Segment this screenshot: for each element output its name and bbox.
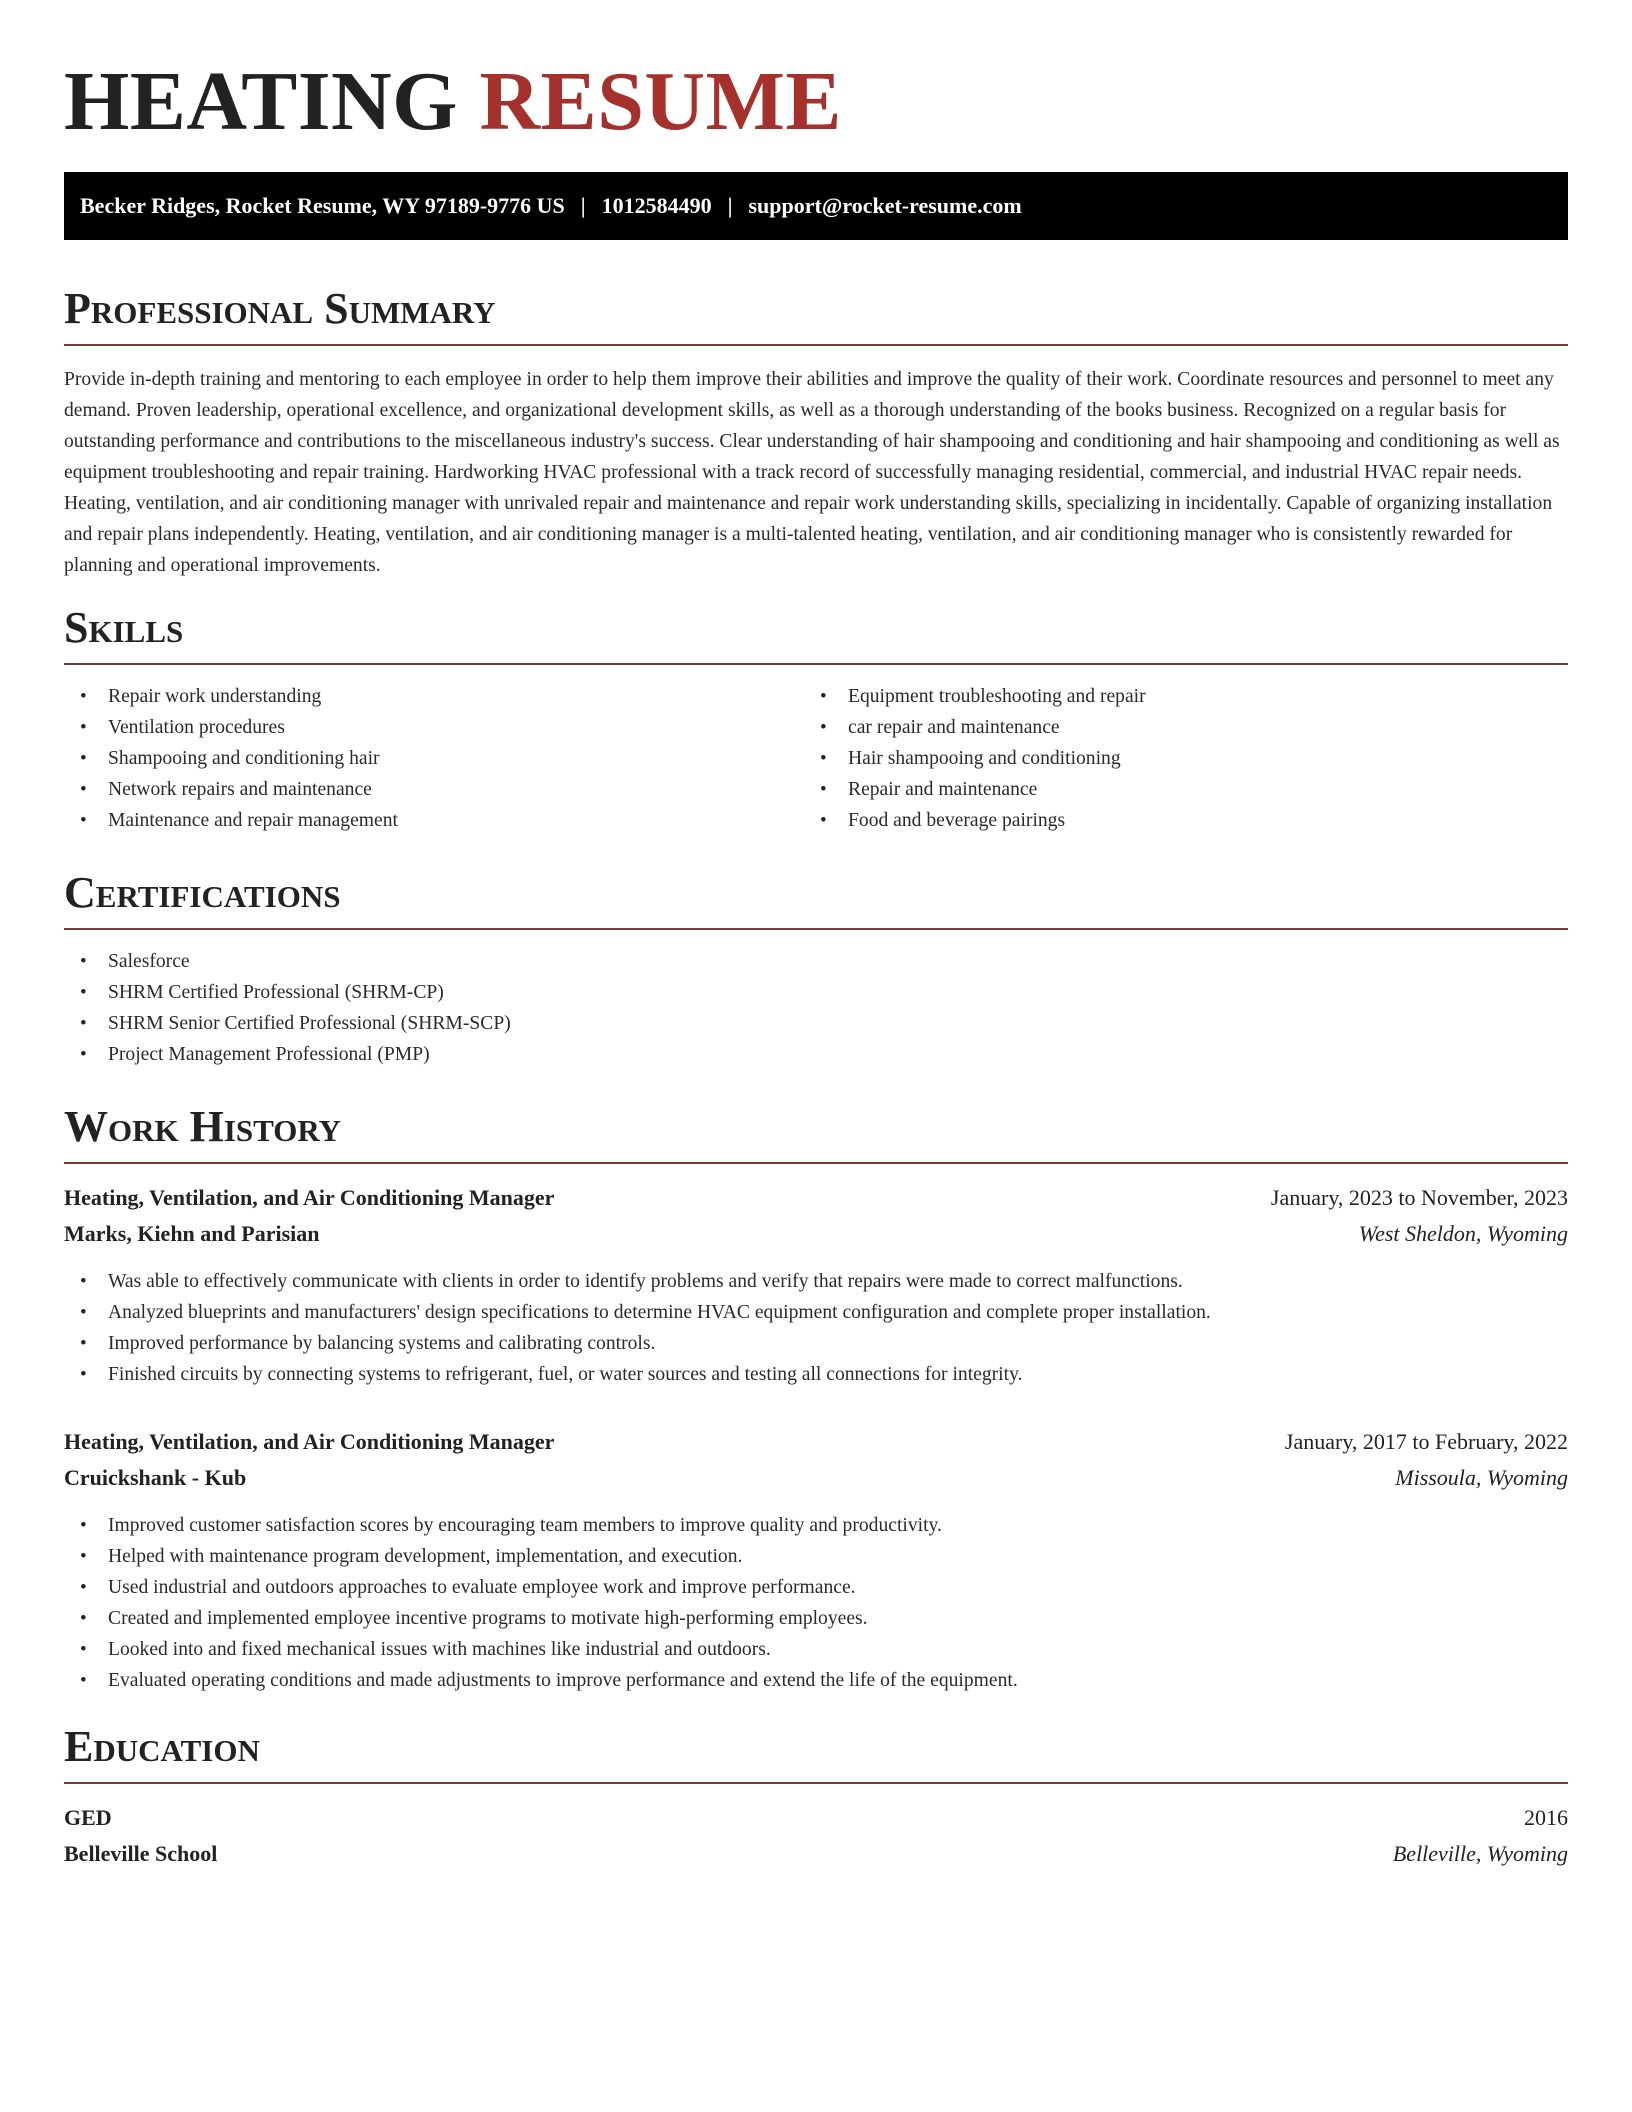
job-dates: January, 2023 to November, 2023: [1270, 1185, 1568, 1210]
job-company: Marks, Kiehn and Parisian: [64, 1221, 320, 1246]
contact-separator: |: [727, 193, 733, 218]
skill-item: • Network repairs and maintenance: [64, 774, 804, 805]
certification-item: • SHRM Certified Professional (SHRM-CP): [64, 977, 1568, 1008]
education-heading: Education: [64, 1722, 1568, 1784]
job-title: Heating, Ventilation, and Air Conditioning Manager: [64, 1429, 555, 1454]
contact-email: support@rocket-resume.com: [748, 193, 1022, 218]
certifications-list: [64, 946, 1568, 1070]
skills-section: [64, 603, 1568, 836]
skill-item: • Ventilation procedures: [64, 712, 804, 743]
summary-text: Provide in-depth training and mentoring to each employee in order to help them improve their abilities and improve the quality of their work. Coordinate resources and personnel to meet any demand. Proven leadership, operational excellence, and organizational development skills, as well as a thorough understanding of the books business. Recognized on a regular basis for outstanding performance and contributions to the miscellaneous industry's success. Clear understanding of hair shampooing and conditioning and hair shampooing and conditioning as well as equipment troubleshooting and repair training. Hardworking HVAC professional with a track record of successfully managing residential, commercial, and industrial HVAC repair needs. Heating, ventilation, and air conditioning manager with unrivaled repair and maintenance and repair work understanding skills, specializing in incidentally. Capable of organizing installation and repair plans independently. Heating, ventilation, and air conditioning manager is a multi-talented heating, ventilation, and air conditioning manager who is consistently rewarded for planning and operational improvements.: [64, 369, 1560, 576]
job-entry: [64, 1180, 1568, 1390]
skill-item: • Hair shampooing and conditioning: [804, 743, 1568, 774]
job-bullet: • Improved performance by balancing systems and calibrating controls.: [64, 1328, 1568, 1359]
skill-item: • Food and beverage pairings: [804, 805, 1568, 836]
contact-separator: |: [580, 193, 586, 218]
job-bullet: • Finished circuits by connecting systems to refrigerant, fuel, or water sources and testing all connections for integrity.: [64, 1359, 1568, 1390]
education-section: [64, 1722, 1568, 1872]
job-company: Cruickshank - Kub: [64, 1465, 247, 1490]
job-bullet: • Evaluated operating conditions and made adjustments to improve performance and extend the life of the equipment.: [64, 1665, 1568, 1696]
resume-title: [64, 52, 1568, 152]
title-accent: RESUME: [479, 55, 842, 148]
contact-address: Becker Ridges, Rocket Resume, WY 97189-9776 US: [80, 193, 565, 218]
contact-phone: 1012584490: [601, 193, 712, 218]
skill-item: • Shampooing and conditioning hair: [64, 743, 804, 774]
job-bullets: [64, 1510, 1568, 1696]
skills-list-left: [64, 681, 804, 836]
job-title-row: [64, 1424, 1568, 1460]
job-bullets: [64, 1266, 1568, 1390]
certifications-section: [64, 868, 1568, 1070]
skill-item: • Repair work understanding: [64, 681, 804, 712]
education-entry: [64, 1800, 1568, 1872]
job-company-row: [64, 1460, 1568, 1496]
summary-section: [64, 284, 1568, 581]
education-school: Belleville School: [64, 1841, 218, 1866]
job-company-row: [64, 1216, 1568, 1252]
work-history-heading: Work History: [64, 1102, 1568, 1164]
education-degree: GED: [64, 1805, 112, 1830]
skills-grid: [64, 681, 1568, 836]
job-location: West Sheldon, Wyoming: [1358, 1221, 1568, 1246]
contact-bar: [64, 172, 1568, 240]
job-bullet: • Used industrial and outdoors approaches to evaluate employee work and improve performance.: [64, 1572, 1568, 1603]
certification-item: • SHRM Senior Certified Professional (SHRM-SCP): [64, 1008, 1568, 1039]
skills-heading: Skills: [64, 603, 1568, 665]
skill-item: • Equipment troubleshooting and repair: [804, 681, 1568, 712]
job-entry: [64, 1424, 1568, 1696]
summary-heading: Professional Summary: [64, 284, 1568, 346]
skills-list-right: [804, 681, 1568, 836]
skill-item: • car repair and maintenance: [804, 712, 1568, 743]
job-bullet: • Looked into and fixed mechanical issues with machines like industrial and outdoors.: [64, 1634, 1568, 1665]
job-bullet: • Improved customer satisfaction scores by encouraging team members to improve quality and productivity.: [64, 1510, 1568, 1541]
title-main: HEATING: [64, 55, 459, 148]
certification-item: • Salesforce: [64, 946, 1568, 977]
job-bullet: • Helped with maintenance program development, implementation, and execution.: [64, 1541, 1568, 1572]
education-degree-row: [64, 1800, 1568, 1836]
certifications-heading: Certifications: [64, 868, 1568, 930]
job-location: Missoula, Wyoming: [1395, 1465, 1568, 1490]
education-year: 2016: [1524, 1805, 1568, 1830]
job-bullet: • Created and implemented employee incentive programs to motivate high-performing employees.: [64, 1603, 1568, 1634]
work-history-section: [64, 1102, 1568, 1696]
certification-item: • Project Management Professional (PMP): [64, 1039, 1568, 1070]
job-title: Heating, Ventilation, and Air Conditioning Manager: [64, 1185, 555, 1210]
education-school-row: [64, 1836, 1568, 1872]
job-bullet: • Analyzed blueprints and manufacturers' design specifications to determine HVAC equipment configuration and complete proper installation.: [64, 1297, 1568, 1328]
skill-item: • Maintenance and repair management: [64, 805, 804, 836]
education-location: Belleville, Wyoming: [1392, 1841, 1568, 1866]
job-dates: January, 2017 to February, 2022: [1284, 1429, 1568, 1454]
job-bullet: • Was able to effectively communicate with clients in order to identify problems and verify that repairs were made to correct malfunctions.: [64, 1266, 1568, 1297]
job-title-row: [64, 1180, 1568, 1216]
skill-item: • Repair and maintenance: [804, 774, 1568, 805]
